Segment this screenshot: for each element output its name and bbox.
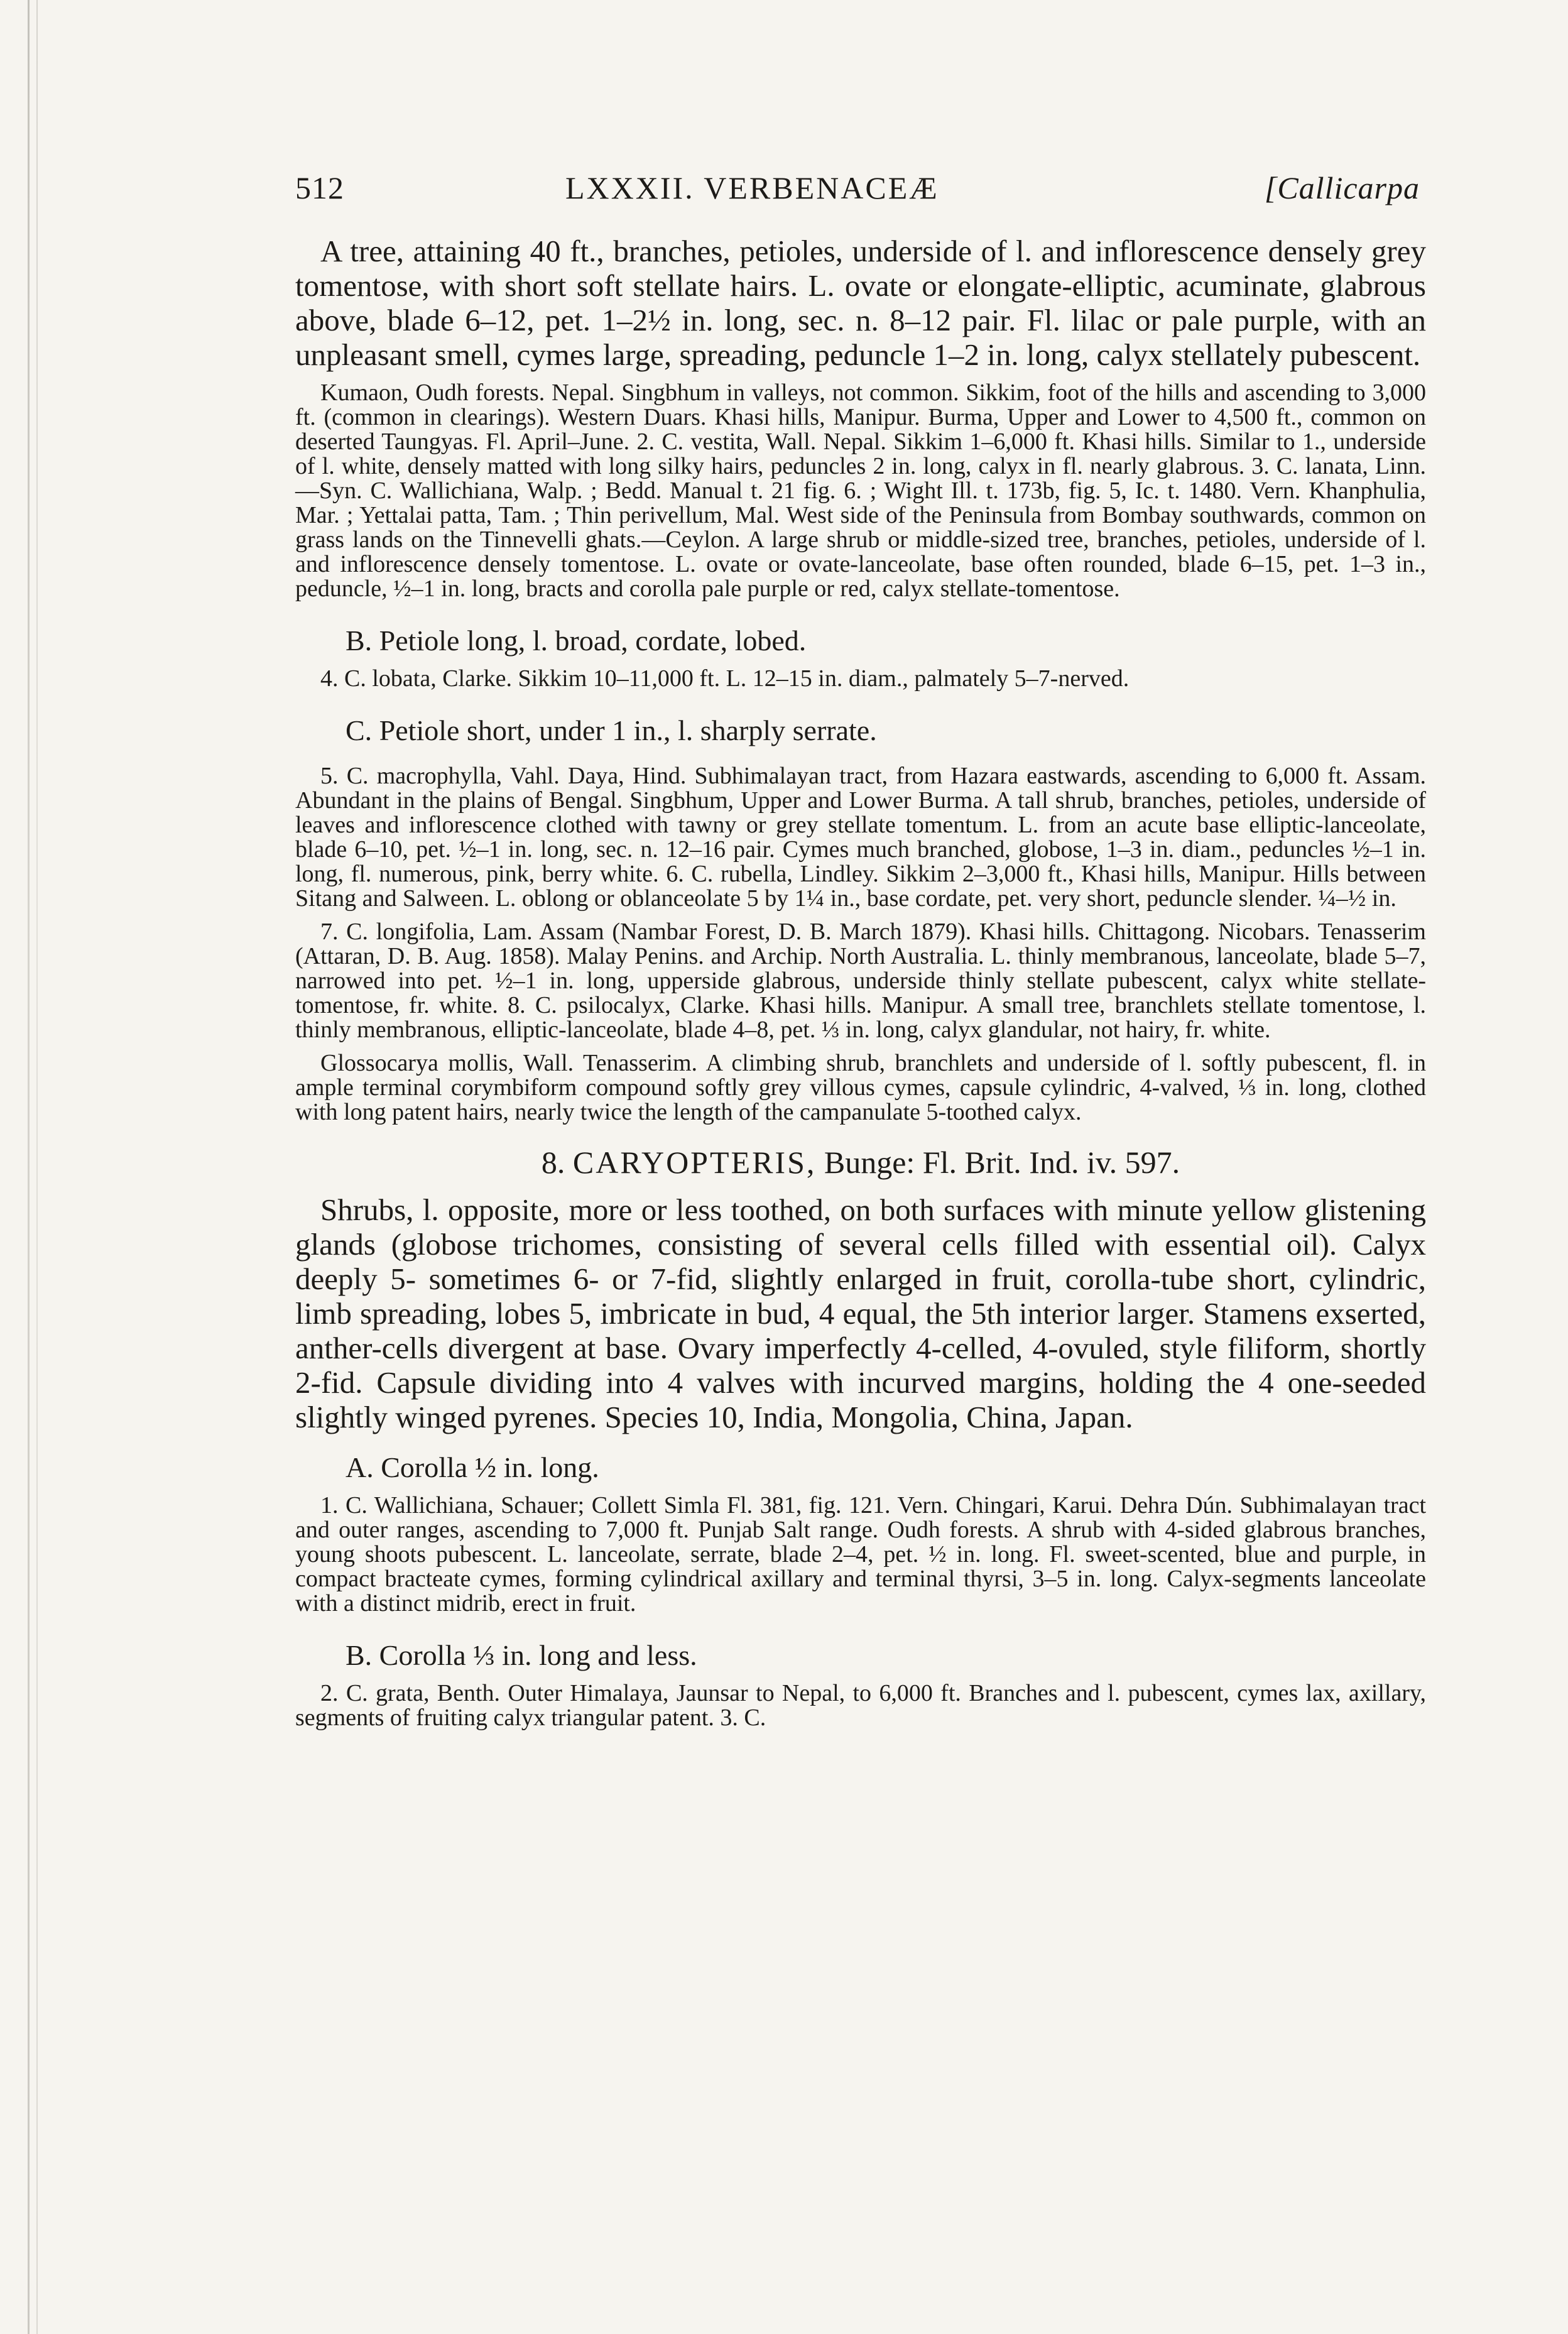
species-entry-longifolia: 7. C. longifolia, Lam. Assam (Nambar Forest, D. B. March 1879). Khasi hills. Chittagong. Nicobars. Tenasserim (Attaran, D. B. Aug. 1858). Malay Penins. and Archip. North Australia. L. thinly membranous, lanceolate, blade 5–7, narrowed into pet. ½–1 in. long, upperside glabrous, underside thinly stellate pubescent, calyx white stellate-tomentose, fr. white. 8. C. psilocalyx, Clarke. Khasi hills. Manipur. A small tree, branchlets stellate tomentose, l. thinly membranous, elliptic-lanceolate, blade 4–8, pet. ⅓ in. long, calyx glandular, not hairy, fr. white. bbox=[295, 919, 1426, 1043]
binding-edge bbox=[28, 0, 30, 2334]
chapter-title: LXXXII. VERBENACEÆ bbox=[565, 170, 939, 205]
genus-name: CARYOPTERIS, bbox=[572, 1145, 817, 1180]
genus-number: 8. bbox=[541, 1145, 565, 1180]
species-entry-grata: 2. C. grata, Benth. Outer Himalaya, Jaunsar to Nepal, to 6,000 ft. Branches and l. pubescent, cymes lax, axillary, segments of fruiting calyx triangular patent. 3. C. bbox=[295, 1680, 1426, 1731]
distribution-note: Kumaon, Oudh forests. Nepal. Singbhum in valleys, not common. Sikkim, foot of the hills and ascending to 3,000 ft. (common in clearings). Western Duars. Khasi hills, Manipur. Burma, Upper and Lower to 4,500 ft., common on deserted Taungyas. Fl. April–June. 2. C. vestita, Wall. Nepal. Sikkim 1–6,000 ft. Khasi hills. Similar to 1., underside of l. white, densely matted with long silky hairs, peduncles 2 in. long, calyx in fl. nearly glabrous. 3. C. lanata, Linn.—Syn. C. Wallichiana, Walp. ; Bedd. Manual t. 21 fig. 6. ; Wight Ill. t. 173b, fig. 5, Ic. t. 1480. Vern. Khanphulia, Mar. ; Yettalai patta, Tam. ; Thin perivellum, Mal. West side of the Peninsula from Bombay southwards, common on grass lands on the Tinnevelli ghats.—Ceylon. A large shrub or middle-sized tree, branches, petioles, underside of l. and inflorescence densely tomentose. L. ovate or ovate-lanceolate, base often rounded, blade 6–15, pet. 1–3 in., peduncle, ½–1 in. long, bracts and corolla pale purple or red, calyx stellate-tomentose. bbox=[295, 379, 1426, 602]
genus-description: Shrubs, l. opposite, more or less toothed, on both surfaces with minute yellow glistening glands (globose trichomes, consisting of several cells filled with essential oil). Calyx deeply 5- sometimes 6- or 7-fid, slightly enlarged in fruit, corolla-tube short, cylindric, limb spreading, lobes 5, imbricate in bud, 4 equal, the 5th interior larger. Stamens exserted, anther-cells divergent at base. Ovary imperfectly 4-celled, 4-ovuled, style filiform, shortly 2-fid. Capsule dividing into 4 valves with incurved margins, holding the 4 one-seeded slightly winged pyrenes. Species 10, India, Mongolia, China, Japan. bbox=[295, 1192, 1426, 1434]
binding-edge-shadow bbox=[36, 0, 38, 2334]
subsection-heading-b2: B. Corolla ⅓ in. long and less. bbox=[346, 1639, 697, 1671]
species-description: A tree, attaining 40 ft., branches, petioles, underside of l. and inflorescence densely grey tomentose, with short soft stellate hairs. L. ovate or elongate-elliptic, acuminate, glabrous above, blade 6–12, pet. 1–2½ in. long, sec. n. 8–12 pair. Fl. lilac or pale purple, with an unpleasant smell, cymes large, spreading, peduncle 1–2 in. long, calyx stellately pubescent. bbox=[295, 234, 1426, 372]
page-header bbox=[295, 170, 1420, 214]
subsection-heading-b: B. Petiole long, l. broad, cordate, lobed. bbox=[346, 624, 807, 657]
subsection-heading-a: A. Corolla ½ in. long. bbox=[346, 1451, 599, 1483]
page-body bbox=[295, 234, 1426, 1730]
species-entry-lobata: 4. C. lobata, Clarke. Sikkim 10–11,000 ft. L. 12–15 in. diam., palmately 5–7-nerved. bbox=[320, 665, 1130, 692]
genus-reference: Bunge: Fl. Brit. Ind. iv. 597. bbox=[824, 1145, 1180, 1180]
page-number: 512 bbox=[295, 170, 344, 205]
species-entry-glossocarya: Glossocarya mollis, Wall. Tenasserim. A climbing shrub, branchlets and underside of l. softly pubescent, fl. in ample terminal corymbiform compound softly grey villous cymes, capsule cylindric, 4-valved, ⅓ in. long, clothed with long patent hairs, nearly twice the length of the campanulate 5-toothed calyx. bbox=[295, 1050, 1426, 1125]
species-entry-macrophylla: 5. C. macrophylla, Vahl. Daya, Hind. Subhimalayan tract, from Hazara eastwards, ascending to 6,000 ft. Assam. Abundant in the plains of Bengal. Singbhum, Upper and Lower Burma. A tall shrub, branches, petioles, underside of leaves and inflorescence clothed with tawny or grey stellate tomentum. L. from an acute base elliptic-lanceolate, blade 6–10, pet. ½–1 in. long, sec. n. 12–16 pair. Cymes much branched, globose, 1–3 in. diam., peduncles ½–1 in. long, fl. numerous, pink, berry white. 6. C. rubella, Lindley. Sikkim 2–3,000 ft., Khasi hills, Manipur. Hills between Sitang and Salween. L. oblong or oblanceolate 5 by 1¼ in., base cordate, pet. very short, peduncle slender. ¼–½ in. bbox=[295, 763, 1426, 912]
species-entry-wallichiana: 1. C. Wallichiana, Schauer; Collett Simla Fl. 381, fig. 121. Vern. Chingari, Karui. Dehra Dún. Subhimalayan tract and outer ranges, ascending to 7,000 ft. Punjab Salt range. Oudh forests. A shrub with 4-sided glabrous branches, young shoots pubescent. L. lanceolate, serrate, blade 2–4, pet. ½ in. long. Fl. sweet-scented, blue and purple, in compact bracteate cymes, forming cylindrical axillary and terminal thyrsi, 3–5 in. long. Calyx-segments lanceolate with a distinct midrib, erect in fruit. bbox=[295, 1492, 1426, 1617]
subsection-heading-c: C. Petiole short, under 1 in., l. sharply serrate. bbox=[346, 714, 877, 746]
running-head: [Callicarpa bbox=[1264, 170, 1420, 205]
genus-heading bbox=[295, 1143, 1426, 1181]
